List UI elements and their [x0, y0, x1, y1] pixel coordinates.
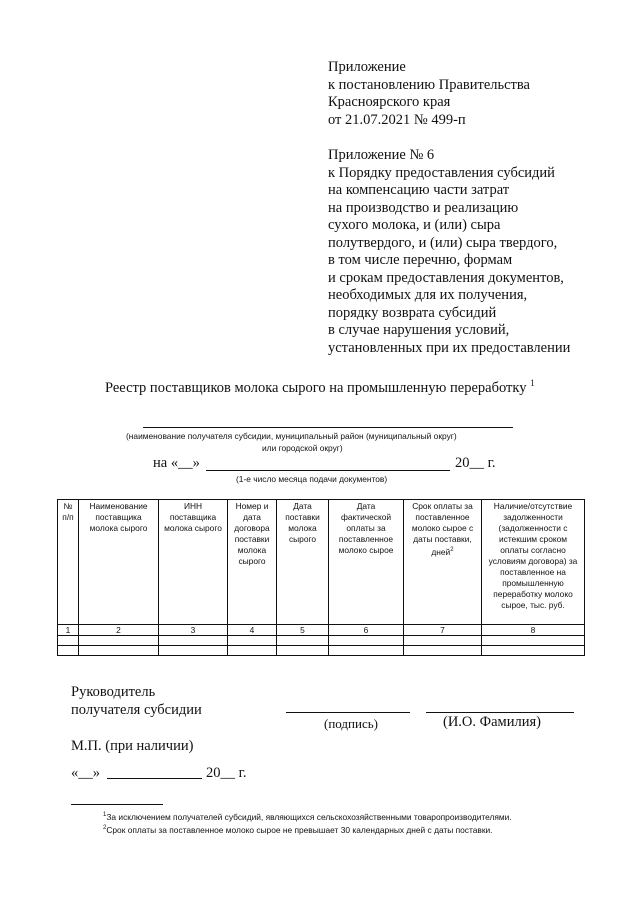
table-cell[interactable]	[159, 646, 228, 656]
table-cell[interactable]	[228, 636, 277, 646]
date-caption: (1-е число месяца подачи документов)	[236, 474, 388, 484]
stamp-place: М.П. (при наличии)	[71, 738, 194, 754]
signature-date-line	[107, 778, 202, 779]
title-footnote-mark: 1	[530, 378, 535, 388]
footnote-mark: 1	[103, 812, 107, 819]
footnote-1	[103, 812, 512, 822]
column-header: № п/п	[58, 500, 79, 625]
appendix6-line: установленных при их предоставлении	[328, 339, 571, 356]
date-year: 20__ г.	[455, 455, 496, 471]
column-number: 4	[228, 625, 277, 636]
recipient-name-line	[143, 427, 513, 428]
appendix6-line: в том числе перечню, формам	[328, 252, 513, 268]
column-number: 6	[329, 625, 404, 636]
column-header: Дата поставки молока сырого	[277, 500, 329, 625]
table-cell[interactable]	[482, 636, 585, 646]
table-cell[interactable]	[277, 636, 329, 646]
table-cell[interactable]	[482, 646, 585, 656]
column-header	[404, 500, 482, 625]
table-row	[58, 646, 585, 656]
name-caption: (И.О. Фамилия)	[443, 714, 541, 730]
appendix-line: к постановлению Правительства	[328, 76, 530, 93]
column-footnote-mark: 2	[450, 547, 454, 553]
register-title-text: Реестр поставщиков молока сырого на промышленную переработку	[105, 379, 527, 396]
table-cell[interactable]	[277, 646, 329, 656]
name-line	[426, 712, 574, 713]
appendix6-line: и срокам предоставления документов,	[328, 269, 564, 286]
register-table	[57, 499, 585, 656]
column-header: Номер и дата договора поставки молока сырого	[228, 500, 277, 625]
table-cell[interactable]	[404, 636, 482, 646]
column-number: 1	[58, 625, 79, 636]
appendix-line: Приложение	[328, 59, 406, 75]
signatory-title-line1: Руководитель	[71, 684, 156, 700]
table-cell[interactable]	[159, 636, 228, 646]
signature-date-year: 20__ г.	[206, 765, 247, 781]
appendix6-line: к Порядку предоставления субсидий	[328, 164, 555, 181]
column-number-row	[58, 625, 585, 636]
appendix-header	[328, 59, 530, 129]
appendix6-line: в случае нарушения условий,	[328, 322, 510, 338]
signatory-title-line2: получателя субсидии	[71, 702, 202, 718]
column-number: 5	[277, 625, 329, 636]
footnote-separator	[71, 804, 163, 805]
column-number: 8	[482, 625, 585, 636]
column-number: 2	[79, 625, 159, 636]
table-cell[interactable]	[79, 636, 159, 646]
appendix6-line: на производство и реализацию	[328, 199, 519, 216]
footnote-text: Срок оплаты за поставленное молоко сырое не превышает 30 календарных дней с даты поставки.	[106, 825, 493, 835]
appendix6-line: Приложение № 6	[328, 147, 435, 163]
table-cell[interactable]	[58, 636, 79, 646]
recipient-caption-line2: или городской округ)	[262, 443, 343, 453]
footnote-text: За исключением получателей субсидий, являющихся сельскохозяйственными товаропроизводителями.	[106, 812, 512, 822]
column-number: 7	[404, 625, 482, 636]
table-cell[interactable]	[329, 636, 404, 646]
register-title	[105, 378, 535, 397]
appendix-line: Красноярского края	[328, 94, 451, 110]
column-header: Наличие/отсутствие задолженности (задолженности с истекшим сроком оплаты согласно условиям договора) за поставленное на промышленную переработку молоко сырое, тыс. руб.	[482, 500, 585, 625]
appendix6-line: порядку возврата субсидий	[328, 304, 497, 321]
footnote-mark: 2	[103, 825, 107, 832]
appendix6-line: необходимых для их получения,	[328, 287, 528, 303]
column-header: Наименование поставщика молока сырого	[79, 500, 159, 625]
column-number: 3	[159, 625, 228, 636]
signature-line	[286, 712, 410, 713]
footnote-2	[103, 825, 493, 835]
table-header-row	[58, 500, 585, 625]
table-cell[interactable]	[79, 646, 159, 656]
column-header-text: Срок оплаты за поставленное молоко сырое с даты поставки, дней	[411, 501, 474, 557]
table-cell[interactable]	[58, 646, 79, 656]
appendix-line: от 21.07.2021 № 499-п	[328, 111, 466, 128]
appendix6-line: на компенсацию части затрат	[328, 182, 510, 198]
date-blank-line	[206, 470, 450, 471]
column-header: Дата фактической оплаты за поставленное молоко сырое	[329, 500, 404, 625]
table-cell[interactable]	[329, 646, 404, 656]
signature-date-prefix: «__»	[71, 765, 100, 781]
appendix6-line: сухого молока, и (или) сыра	[328, 217, 501, 233]
appendix6-line: полутвердого, и (или) сыра твердого,	[328, 234, 558, 251]
date-prefix: на «__»	[153, 455, 200, 471]
column-header: ИНН поставщика молока сырого	[159, 500, 228, 625]
appendix6-header	[328, 147, 570, 357]
recipient-caption-line1: (наименование получателя субсидии, муниципальный район (муниципальный округ)	[126, 431, 457, 441]
table-cell[interactable]	[404, 646, 482, 656]
table-row	[58, 636, 585, 646]
table-cell[interactable]	[228, 646, 277, 656]
signature-caption: (подпись)	[324, 716, 378, 731]
